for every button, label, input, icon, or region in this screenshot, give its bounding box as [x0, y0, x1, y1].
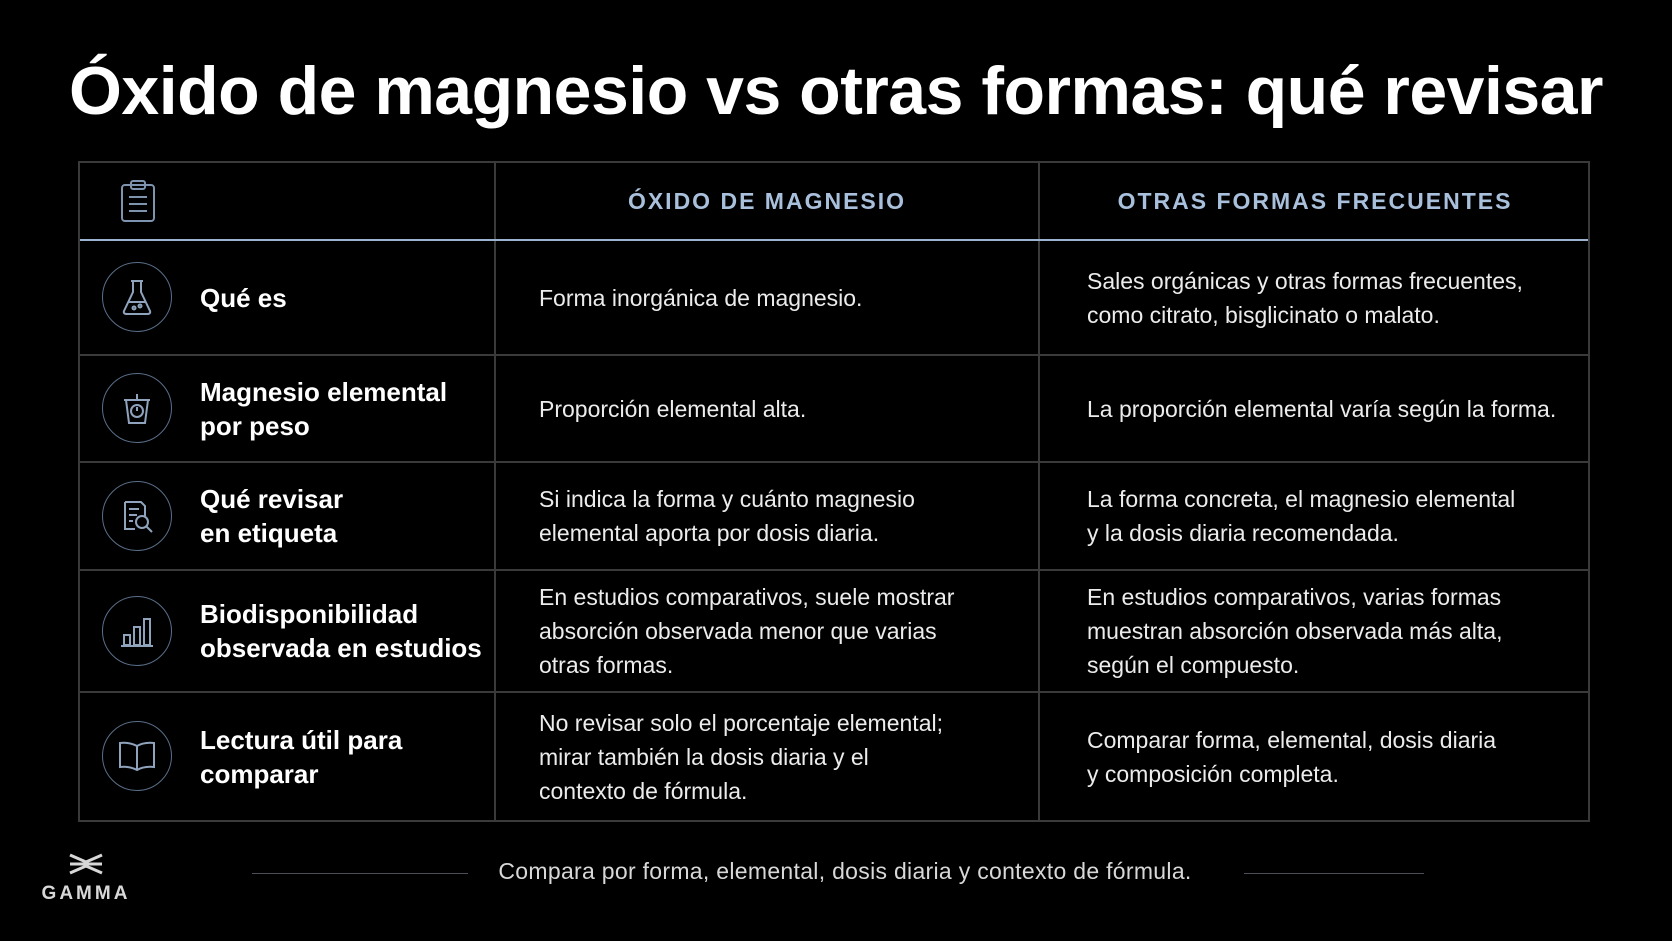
book-icon	[102, 721, 172, 791]
cell-oxido: Proporción elemental alta.	[539, 395, 807, 422]
clipboard-icon	[118, 179, 158, 223]
row-label: Magnesio elemental por peso	[200, 376, 448, 441]
table-row	[80, 571, 1588, 691]
cell-otras: En estudios comparativos, varias formas muestran absorción observada más alta, según el compuesto.	[1087, 584, 1503, 678]
cell-oxido: No revisar solo el porcentaje elemental; mirar también la dosis diaria y el contexto de fórmula.	[539, 709, 943, 804]
cell-otras: Sales orgánicas y otras formas frecuentes, como citrato, bisglicinato o malato.	[1087, 267, 1523, 328]
cell-otras: La proporción elemental varía según la forma.	[1087, 395, 1557, 422]
cell-otras: Comparar forma, elemental, dosis diaria y composición completa.	[1087, 726, 1497, 787]
table-row	[80, 463, 1588, 569]
footer-divider-left	[252, 873, 468, 874]
column-header-oxido: ÓXIDO DE MAGNESIO	[627, 187, 907, 214]
gamma-logo	[34, 852, 138, 905]
cell-otras: La forma concreta, el magnesio elemental y la dosis diaria recomendada.	[1087, 486, 1516, 546]
comparison-table	[78, 161, 1590, 822]
table-row	[80, 241, 1588, 354]
flask-icon	[102, 262, 172, 332]
page-title: Óxido de magnesio vs otras formas: qué revisar	[69, 53, 1603, 129]
table-row	[80, 693, 1588, 820]
scale-icon	[102, 373, 172, 443]
cell-oxido: En estudios comparativos, suele mostrar absorción observada menor que varias otras formas.	[539, 584, 955, 678]
cell-oxido: Si indica la forma y cuánto magnesio elemental aporta por dosis diaria.	[539, 486, 915, 546]
row-label: Qué es	[200, 282, 287, 313]
gamma-logo-icon	[68, 852, 104, 876]
footer-divider-right	[1244, 873, 1424, 874]
gamma-logo-text: GAMMA	[41, 883, 131, 904]
cell-oxido: Forma inorgánica de magnesio.	[539, 284, 863, 311]
row-label: Lectura útil para comparar	[200, 724, 403, 789]
column-header-otras: OTRAS FORMAS FRECUENTES	[1117, 187, 1513, 214]
row-label: Qué revisar en etiqueta	[200, 484, 344, 548]
bar-chart-icon	[102, 596, 172, 666]
footer-caption: Compara por forma, elemental, dosis diaria y contexto de fórmula.	[498, 858, 1192, 884]
table-row	[80, 356, 1588, 461]
row-label: Biodisponibilidad observada en estudios	[200, 599, 482, 663]
label-search-icon	[102, 481, 172, 551]
